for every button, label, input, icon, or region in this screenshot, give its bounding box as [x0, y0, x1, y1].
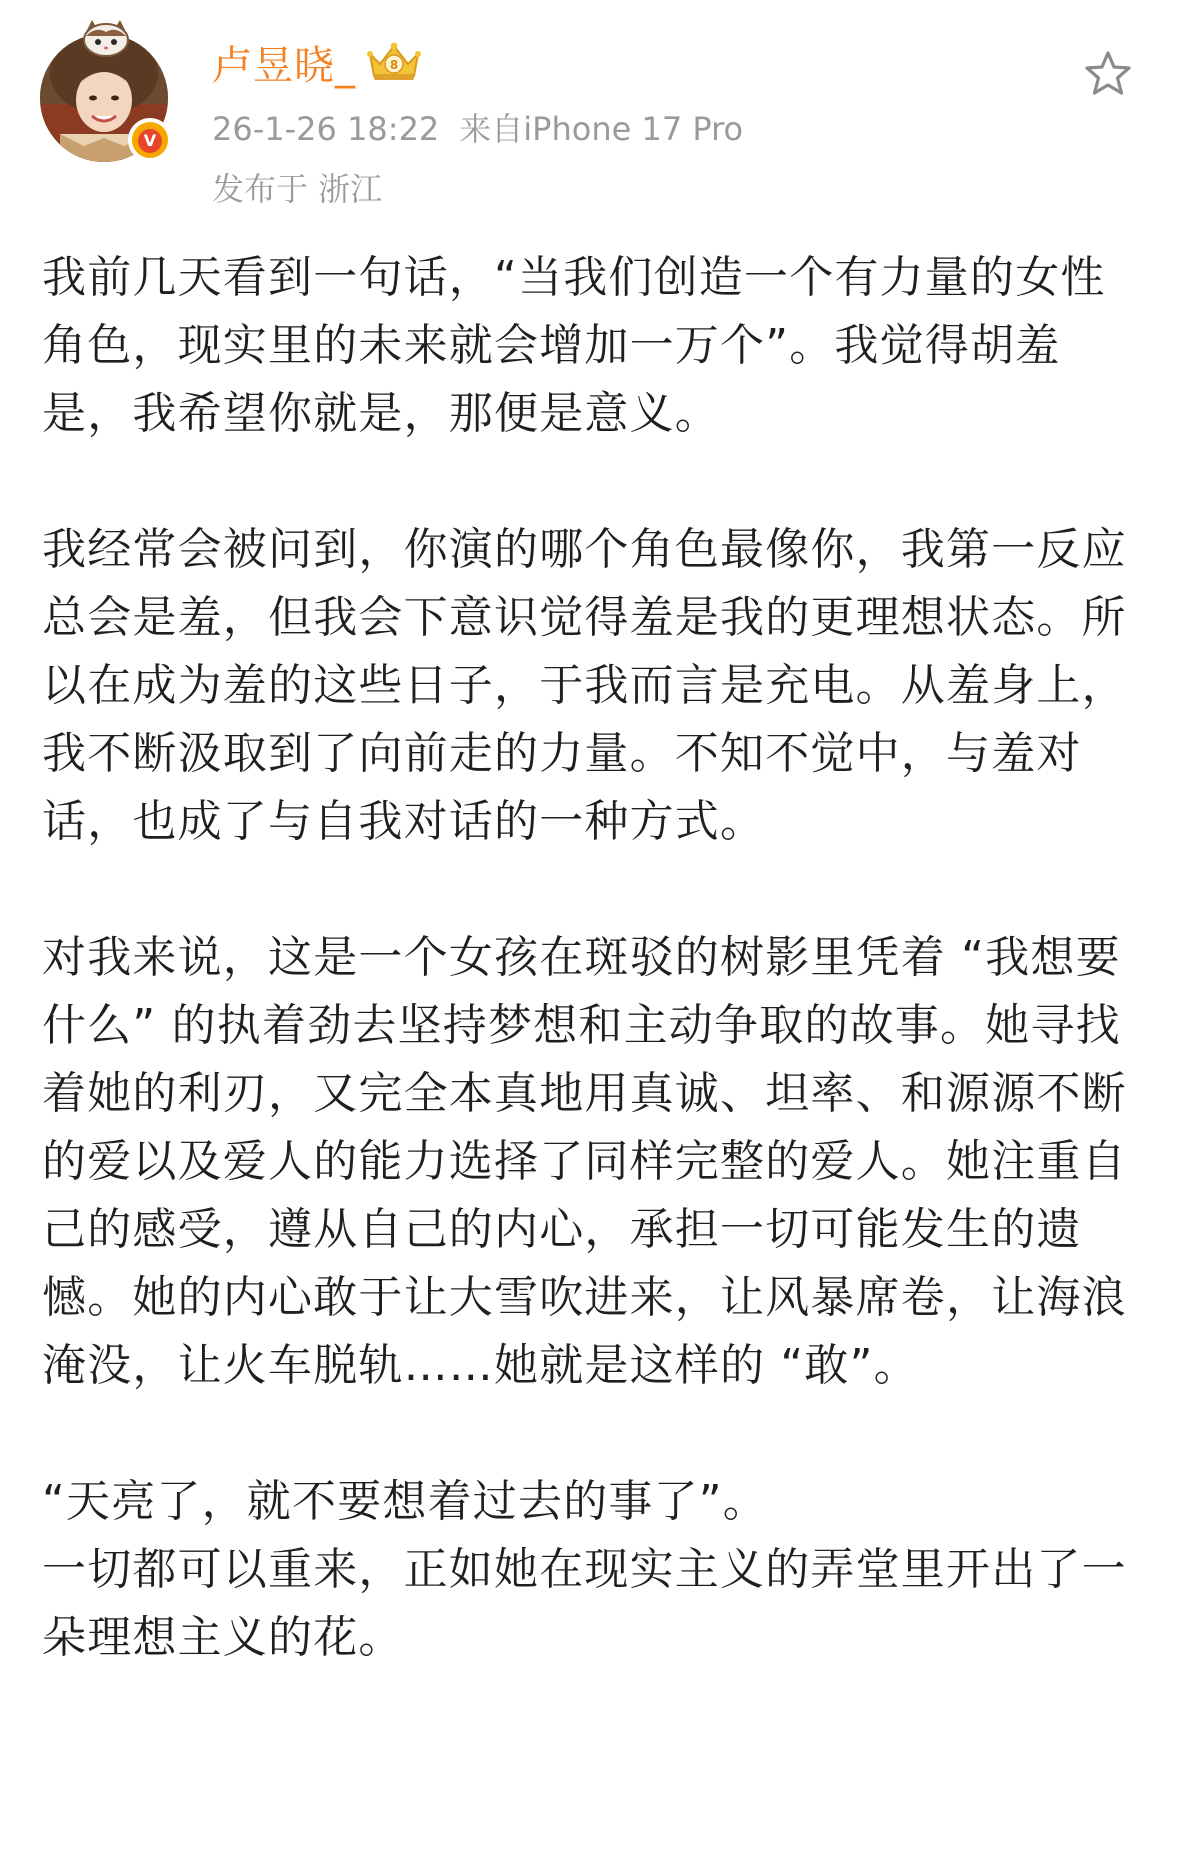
paragraph-5: 一切都可以重来，正如她在现实主义的弄堂里开出了一朵理想主义的花。	[42, 1544, 1127, 1663]
post-body	[42, 244, 1142, 1672]
author-avatar-group[interactable]	[40, 18, 178, 166]
paragraph-3: 对我来说，这是一个女孩在斑驳的树影里凭着 “我想要什么” 的执着劲去坚持梦想和主动争取的故事。她寻找着她的利刃，又完全本真地用真诚、坦率、和源源不断的爱以及爱人的能力选择了同样完整的爱人。她注重自己的感受，遵从自己的内心，承担一切可能发生的遗憾。她的内心敢于让大雪吹进来，让风暴席卷，让海浪淹没，让火车脱轨……她就是这样的 “敢”。	[42, 932, 1127, 1391]
author-name[interactable]: 卢昱晓_	[212, 42, 356, 89]
post-header	[0, 0, 1179, 220]
username-row	[212, 34, 743, 90]
paragraph-4: “天亮了，就不要想着过去的事了”。	[42, 1476, 768, 1527]
post-source: 来自iPhone 17 Pro	[459, 110, 744, 148]
post-meta	[212, 34, 743, 210]
post-time-row	[212, 104, 743, 150]
paragraph-1: 我前几天看到一句话，“当我们创造一个有力量的女性角色，现实里的未来就会增加一万个”。我觉得胡羞是，我希望你就是，那便是意义。	[42, 252, 1106, 439]
post-timestamp: 26-1-26 18:22	[212, 110, 440, 148]
post-location: 发布于 浙江	[212, 170, 383, 208]
paragraph-2: 我经常会被问到，你演的哪个角色最像你，我第一反应总会是羞，但我会下意识觉得羞是我的更理想状态。所以在成为羞的这些日子，于我而言是充电。从羞身上，我不断汲取到了向前走的力量。不知不觉中，与羞对话，也成了与自我对话的一种方式。	[42, 524, 1127, 847]
verified-badge-icon: V	[128, 118, 172, 162]
cat-pendant-icon	[78, 18, 134, 58]
star-icon[interactable]	[1082, 48, 1134, 100]
crown-icon[interactable]	[366, 40, 422, 84]
svg-text:8: 8	[389, 58, 399, 72]
